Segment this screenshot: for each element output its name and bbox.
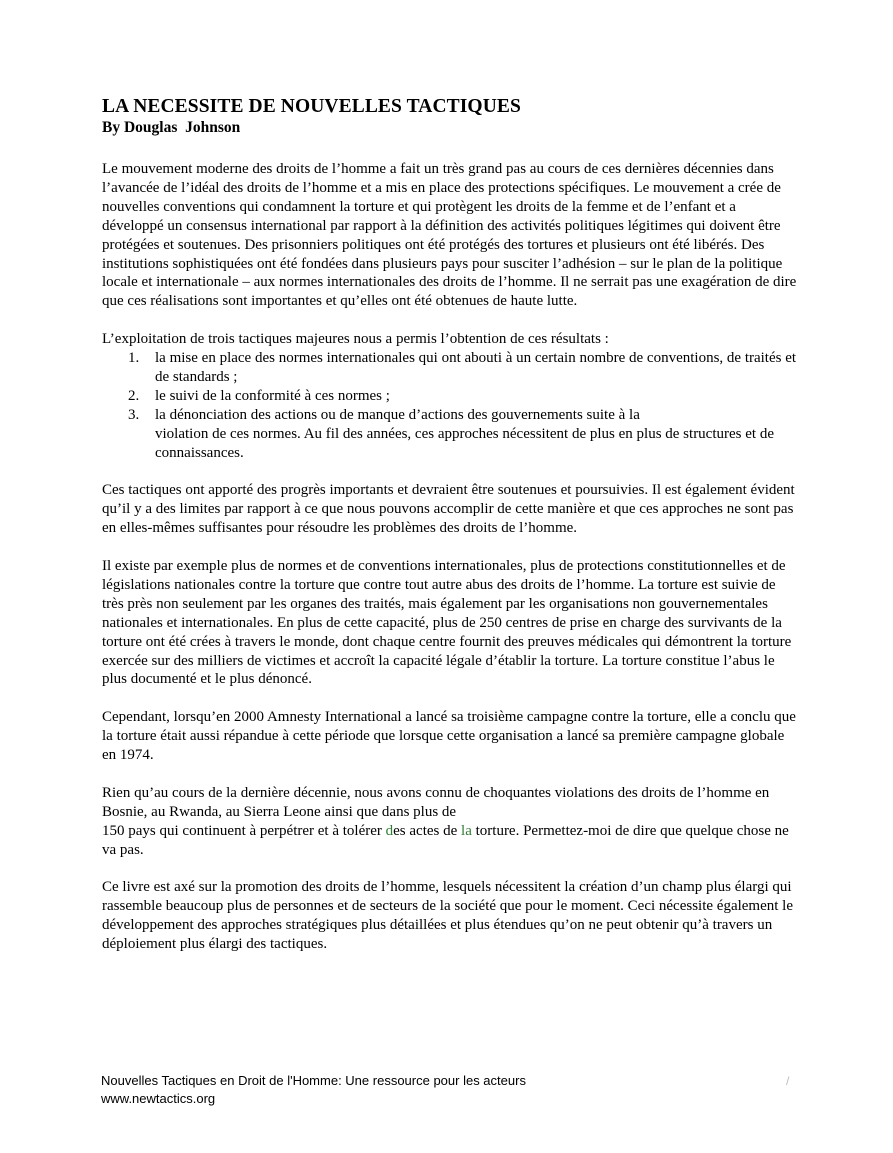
violations-text-2: 150 pays qui continuent à perpétrer et à tolérer	[102, 822, 386, 839]
document-page	[102, 96, 797, 973]
list-item-text: la mise en place des normes internationales qui ont abouti à un certain nombre de conventions, de traités et de standards ;	[155, 350, 797, 385]
list-item	[102, 349, 797, 387]
tactics-list	[102, 349, 797, 462]
highlighted-text: la	[461, 822, 472, 839]
list-number: 3.	[128, 406, 140, 423]
paragraph-intro: Le mouvement moderne des droits de l’homme a fait un très grand pas au cours de ces dernières décennies dans l’avancée de l’idéal des droits de l’homme et a mis en place des protections spécifiques. Le mouvement a crée de nouvelles conventions qui condamnent la torture et qui protègent les droits de la femme et de l’enfant et a développé un consensus international par rapport à la définition des activités politiques légitimes qui doivent être protégées et soutenues. Des prisonniers politiques ont été protégés des tortures et plusieurs ont été libérés. Des institutions sophistiquées ont été fondées dans plusieurs pays pour susciter l’adhésion – sur le plan de la politique locale et internationale – aux normes internationales des droits de l’homme. Il ne serrait pas une exagération de dire que ces réalisations sont importantes et qu’elles ont été obtenues de haute lutte.	[102, 161, 797, 310]
list-item-text-line2: violation de ces normes. Au fil des années, ces approches nécessitent de plus en plus de structures et de connaissances.	[155, 425, 774, 461]
list-number: 1.	[128, 350, 140, 367]
page-title: LA NECESSITE DE NOUVELLES TACTIQUES	[102, 96, 521, 117]
list-item	[102, 387, 797, 406]
list-number: 2.	[128, 387, 140, 404]
violations-text-3: es actes de	[393, 822, 462, 839]
list-item-text: le suivi de la conformité à ces normes ;	[155, 387, 390, 404]
paragraph-amnesty: Cependant, lorsqu’en 2000 Amnesty International a lancé sa troisième campagne contre la torture, elle a conclu que la torture était aussi répandue à cette période que lorsque cette organisation a lancé sa première campagne globale en 1974.	[102, 709, 796, 764]
paragraph-torture-norms: Il existe par exemple plus de normes et de conventions internationales, plus de protections constitutionnelles et de législations nationales contre la torture que contre tout autre abus des droits de l’homme. La torture est suivie de très près non seulement par les organes des traités, mais également par les organisations non gouvernementales nationales et internationales. En plus de cette capacité, plus de 250 centres de prise en charge des survivants de la torture ont été crées à travers le monde, dont chaque centre fournit des preuves médicales qui démontrent la torture exercée sur des milliers de victimes et accroît la capacité légale d’établir la torture. La torture constitue l’abus le plus documenté et le plus dénoncé.	[102, 557, 792, 688]
paragraph-tactics-limits: Ces tactiques ont apporté des progrès importants et devraient être soutenues et poursuivies. Il est également évident qu’il y a des limites par rapport à ce que nous pouvons accomplir de cette manière et que ces approches ne sont pas en elles-mêmes suffisantes pour résoudre les problèmes des droits de l’homme.	[102, 482, 795, 537]
page-corner-mark: /	[786, 1074, 790, 1088]
violations-text-1: Rien qu’au cours de la dernière décennie, nous avons connu de choquantes violations des droits de l’homme en Bosnie, au Rwanda, au Sierra Leone ainsi que dans plus de	[102, 784, 770, 820]
page-footer	[101, 1072, 526, 1108]
list-item-text-line1: la dénonciation des actions ou de manque d’actions des gouvernements suite à la	[155, 406, 640, 423]
violations-text-4: torture. Permettez-moi de dire que quelque chose ne va pas.	[102, 822, 789, 858]
author-byline: By Douglas Johnson	[102, 119, 241, 136]
footer-website: www.newtactics.org	[101, 1091, 216, 1106]
paragraph-violations	[102, 784, 797, 860]
paragraph-book-focus: Ce livre est axé sur la promotion des droits de l’homme, lesquels nécessitent la création d’un champ plus élargi qui rassemble beaucoup plus de personnes et de secteurs de la société que pour le moment. Ceci nécessite également le développement des approches stratégiques plus détaillées et plus étendues qu’on ne peut obtenir qu’à travers un déploiement plus élargi des tactiques.	[102, 879, 793, 953]
footer-publication: Nouvelles Tactiques en Droit de l'Homme: Une ressource pour les acteurs	[101, 1073, 526, 1088]
list-intro: L’exploitation de trois tactiques majeures nous a permis l’obtention de ces résultats :	[102, 331, 609, 348]
list-item	[102, 406, 797, 463]
highlighted-text: d	[385, 822, 394, 839]
